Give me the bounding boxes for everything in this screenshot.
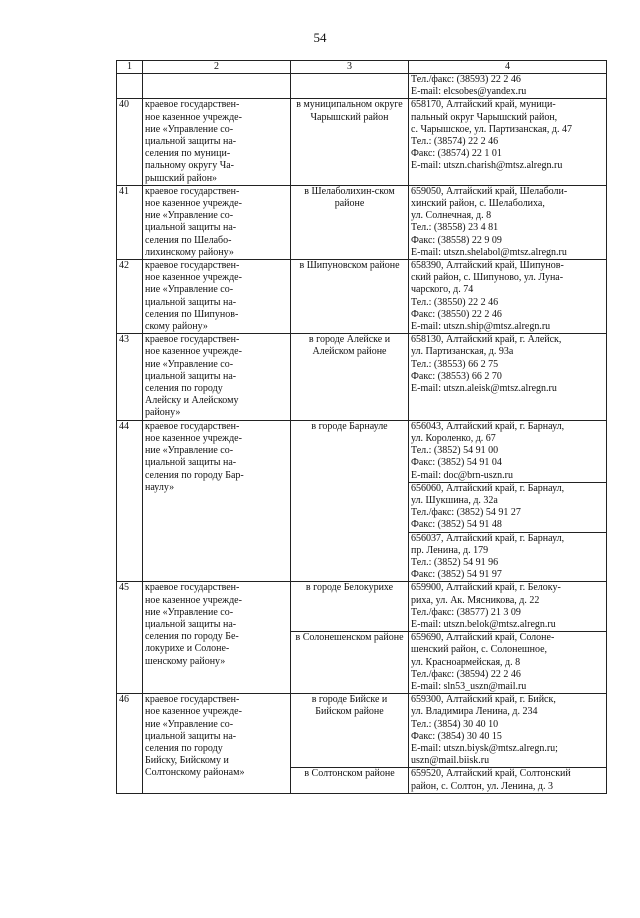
contact-line: E-mail: doc@brn-uszn.ru (411, 469, 513, 481)
organization-line: шенскому району» (145, 655, 226, 667)
organization-line: ние «Управление со- (145, 606, 234, 618)
contact-line: Тел.: (3854) 30 40 10 (411, 718, 499, 730)
contact-line: Факс: (3852) 54 91 48 (411, 519, 502, 531)
organization-cell (143, 334, 291, 420)
table-row (117, 74, 607, 99)
location-cell: в муниципальном округе Чарышский район (291, 99, 409, 185)
organization-line: циальной защиты на- (145, 222, 237, 234)
location-cell (291, 74, 409, 99)
row-number-cell: 45 (117, 582, 143, 694)
contact-line: 659300, Алтайский край, г. Бийск, (411, 694, 556, 706)
contact-line: Тел.: (38553) 66 2 75 (411, 358, 499, 370)
header-cell: 3 (291, 61, 409, 74)
organization-line: ное казенное учрежде- (145, 594, 242, 606)
location-cell: в городе Алейске и Алейском районе (291, 334, 409, 420)
organization-line: району» (145, 407, 181, 419)
contact-line: Тел.: (38550) 22 2 46 (411, 296, 499, 308)
organization-line: циальной защиты на- (145, 136, 237, 148)
contact-line: ул. Партизанская, д. 93а (411, 346, 514, 358)
organization-line: краевое государствен- (145, 334, 240, 346)
row-number-cell: 41 (117, 185, 143, 259)
organization-cell (143, 260, 291, 334)
organization-line: ние «Управление со- (145, 445, 234, 457)
header-cell: 2 (143, 61, 291, 74)
contact-cell (409, 74, 607, 99)
organization-line: локурихе и Солоне- (145, 643, 230, 655)
contact-cell (409, 185, 607, 259)
contact-line: Тел.: (38574) 22 2 46 (411, 136, 499, 148)
page-number: 54 (313, 30, 327, 45)
organization-line: селения по Шипунов- (145, 308, 239, 320)
contact-line: Факс: (38550) 22 2 46 (411, 308, 502, 320)
contact-line: 659050, Алтайский край, Шелаболи- (411, 185, 568, 197)
organization-cell (143, 99, 291, 185)
contact-line: 656037, Алтайский край, г. Барнаул, (411, 532, 565, 544)
contact-line: E-mail: sln53_uszn@mail.ru (411, 680, 527, 692)
row-number-cell: 43 (117, 334, 143, 420)
table-row (117, 582, 607, 632)
contact-cell (409, 632, 607, 694)
header-cell: 4 (409, 61, 607, 74)
organization-line: ное казенное учрежде- (145, 198, 242, 210)
contact-line: E-mail: utszn.shelabol@mtsz.alregn.ru (411, 246, 567, 258)
contact-line: ул. Владимира Ленина, д. 234 (411, 706, 538, 718)
organization-line: краевое государствен- (145, 582, 240, 594)
table-row (117, 260, 607, 334)
contact-line: E-mail: elcsobes@yandex.ru (411, 86, 527, 98)
organization-line: ние «Управление со- (145, 123, 234, 135)
contact-line: Факс: (3854) 30 40 15 (411, 730, 502, 742)
contact-line: с. Чарышское, ул. Партизанская, д. 47 (411, 123, 572, 135)
organization-line: циальной защиты на- (145, 370, 237, 382)
contact-line: uszn@mail.biisk.ru (411, 755, 490, 767)
organization-cell (143, 582, 291, 694)
organization-line: селения по Шелабо- (145, 234, 232, 246)
organization-cell (143, 420, 291, 582)
contact-line: E-mail: utszn.ship@mtsz.alregn.ru (411, 321, 551, 333)
contact-line: район, с. Солтон, ул. Ленина, д. 3 (411, 780, 553, 792)
organization-line: ное казенное учрежде- (145, 706, 242, 718)
organization-cell (143, 694, 291, 794)
contact-cell (409, 532, 607, 582)
header-cell: 1 (117, 61, 143, 74)
contact-line: E-mail: utszn.aleisk@mtsz.alregn.ru (411, 383, 557, 395)
contact-line: Факс: (38553) 66 2 70 (411, 370, 502, 382)
organization-cell (143, 185, 291, 259)
organization-line: селения по городу (145, 383, 223, 395)
contact-line: хинский район, с. Шелаболиха, (411, 198, 545, 210)
organization-line: циальной защиты на- (145, 618, 237, 630)
contact-cell (409, 99, 607, 185)
contact-line: 659520, Алтайский край, Солтонский (411, 768, 571, 780)
contact-line: ул. Красноармейская, д. 8 (411, 656, 521, 668)
row-number-cell: 46 (117, 694, 143, 794)
contact-line: 659690, Алтайский край, Солоне- (411, 632, 555, 644)
organization-line: краевое государствен- (145, 185, 240, 197)
organization-line: селения по городу (145, 742, 223, 754)
contact-cell (409, 694, 607, 768)
contact-line: пр. Ленина, д. 179 (411, 544, 489, 556)
contact-line: E-mail: utszn.biysk@mtsz.alregn.ru; (411, 742, 558, 754)
organization-line: селения по городу Бар- (145, 469, 244, 481)
contact-cell (409, 582, 607, 632)
contact-line: Тел./факс: (38593) 22 2 46 (411, 74, 521, 85)
organization-line: ние «Управление со- (145, 210, 234, 222)
table-row (117, 420, 607, 482)
organization-line: наулу» (145, 481, 175, 493)
organization-line: селения по муници- (145, 148, 231, 160)
row-number-cell (117, 74, 143, 99)
organization-line: скому району» (145, 321, 208, 333)
organization-line: циальной защиты на- (145, 457, 237, 469)
contact-cell (409, 260, 607, 334)
contact-line: E-mail: utszn.belok@mtsz.alregn.ru (411, 618, 556, 630)
organization-line: лихинскому району» (145, 246, 234, 258)
organization-line: Бийску, Бийскому и (145, 755, 229, 767)
contact-line: ул. Короленко, д. 67 (411, 432, 496, 444)
addresses-table (116, 60, 607, 794)
contact-line: Тел.: (3852) 54 91 96 (411, 556, 499, 568)
organization-line: циальной защиты на- (145, 730, 237, 742)
location-cell: в городе Барнауле (291, 420, 409, 582)
location-cell: в городе Белокурихе (291, 582, 409, 632)
organization-line: ние «Управление со- (145, 718, 234, 730)
contact-line: 658170, Алтайский край, муници- (411, 99, 556, 111)
contact-line: ский район, с. Шипуново, ул. Луна- (411, 272, 564, 284)
table-row (117, 185, 607, 259)
contact-line: 658390, Алтайский край, Шипунов- (411, 260, 564, 272)
organization-line: ное казенное учрежде- (145, 111, 242, 123)
organization-line: краевое государствен- (145, 260, 240, 272)
contact-cell (409, 482, 607, 532)
organization-line: пальному округу Ча- (145, 160, 235, 172)
location-cell: в Солонешенском районе (291, 632, 409, 694)
location-cell: в городе Бийске и Бийском районе (291, 694, 409, 768)
contact-line: E-mail: utszn.charish@mtsz.alregn.ru (411, 160, 563, 172)
contact-line: риха, ул. Ак. Мясникова, д. 22 (411, 594, 540, 606)
organization-line: ние «Управление со- (145, 284, 234, 296)
row-number-cell: 40 (117, 99, 143, 185)
organization-line: селения по городу Бе- (145, 631, 239, 643)
contact-line: Факс: (38558) 22 9 09 (411, 234, 502, 246)
organization-line: краевое государствен- (145, 99, 240, 111)
contact-line: ул. Солнечная, д. 8 (411, 210, 492, 222)
organization-line: Солтонскому районам» (145, 767, 245, 779)
contact-line: Тел.: (38558) 23 4 81 (411, 222, 499, 234)
organization-line: ние «Управление со- (145, 358, 234, 370)
row-number-cell: 42 (117, 260, 143, 334)
contact-line: 656043, Алтайский край, г. Барнаул, (411, 420, 565, 432)
contact-line: Тел./факс: (38594) 22 2 46 (411, 668, 521, 680)
contact-line: ул. Шукшина, д. 32а (411, 494, 498, 506)
contact-line: Факс: (38574) 22 1 01 (411, 148, 502, 160)
contact-line: Тел.: (3852) 54 91 00 (411, 445, 499, 457)
organization-line: ное казенное учрежде- (145, 432, 242, 444)
location-cell: в Шипуновском районе (291, 260, 409, 334)
contact-line: чарского, д. 74 (411, 284, 474, 296)
location-cell: в Солтонском районе (291, 768, 409, 793)
contact-line: Тел./факс: (3852) 54 91 27 (411, 507, 521, 519)
contact-line: 659900, Алтайский край, г. Белоку- (411, 582, 561, 594)
table-row (117, 99, 607, 185)
contact-line: шенский район, с. Солонешное, (411, 644, 548, 656)
location-cell: в Шелаболихин-ском районе (291, 185, 409, 259)
contact-line: 658130, Алтайский край, г. Алейск, (411, 334, 562, 346)
organization-line: рышский район» (145, 172, 218, 184)
contact-cell (409, 420, 607, 482)
row-number-cell: 44 (117, 420, 143, 582)
table-header-row (117, 61, 607, 74)
organization-line: краевое государствен- (145, 694, 240, 706)
organization-line: циальной защиты на- (145, 296, 237, 308)
organization-line: ное казенное учрежде- (145, 346, 242, 358)
table-row (117, 334, 607, 420)
contact-line: пальный округ Чарышский район, (411, 111, 558, 123)
contact-line: Тел./факс: (38577) 21 3 09 (411, 606, 521, 618)
organization-line: ное казенное учрежде- (145, 272, 242, 284)
table-row (117, 694, 607, 768)
contact-line: 656060, Алтайский край, г. Барнаул, (411, 482, 565, 494)
contact-cell (409, 334, 607, 420)
organization-line: Алейску и Алейскому (145, 395, 239, 407)
contact-line: Факс: (3852) 54 91 97 (411, 569, 502, 581)
contact-cell (409, 768, 607, 793)
organization-line: краевое государствен- (145, 420, 240, 432)
contact-line: Факс: (3852) 54 91 04 (411, 457, 502, 469)
organization-cell (143, 74, 291, 99)
